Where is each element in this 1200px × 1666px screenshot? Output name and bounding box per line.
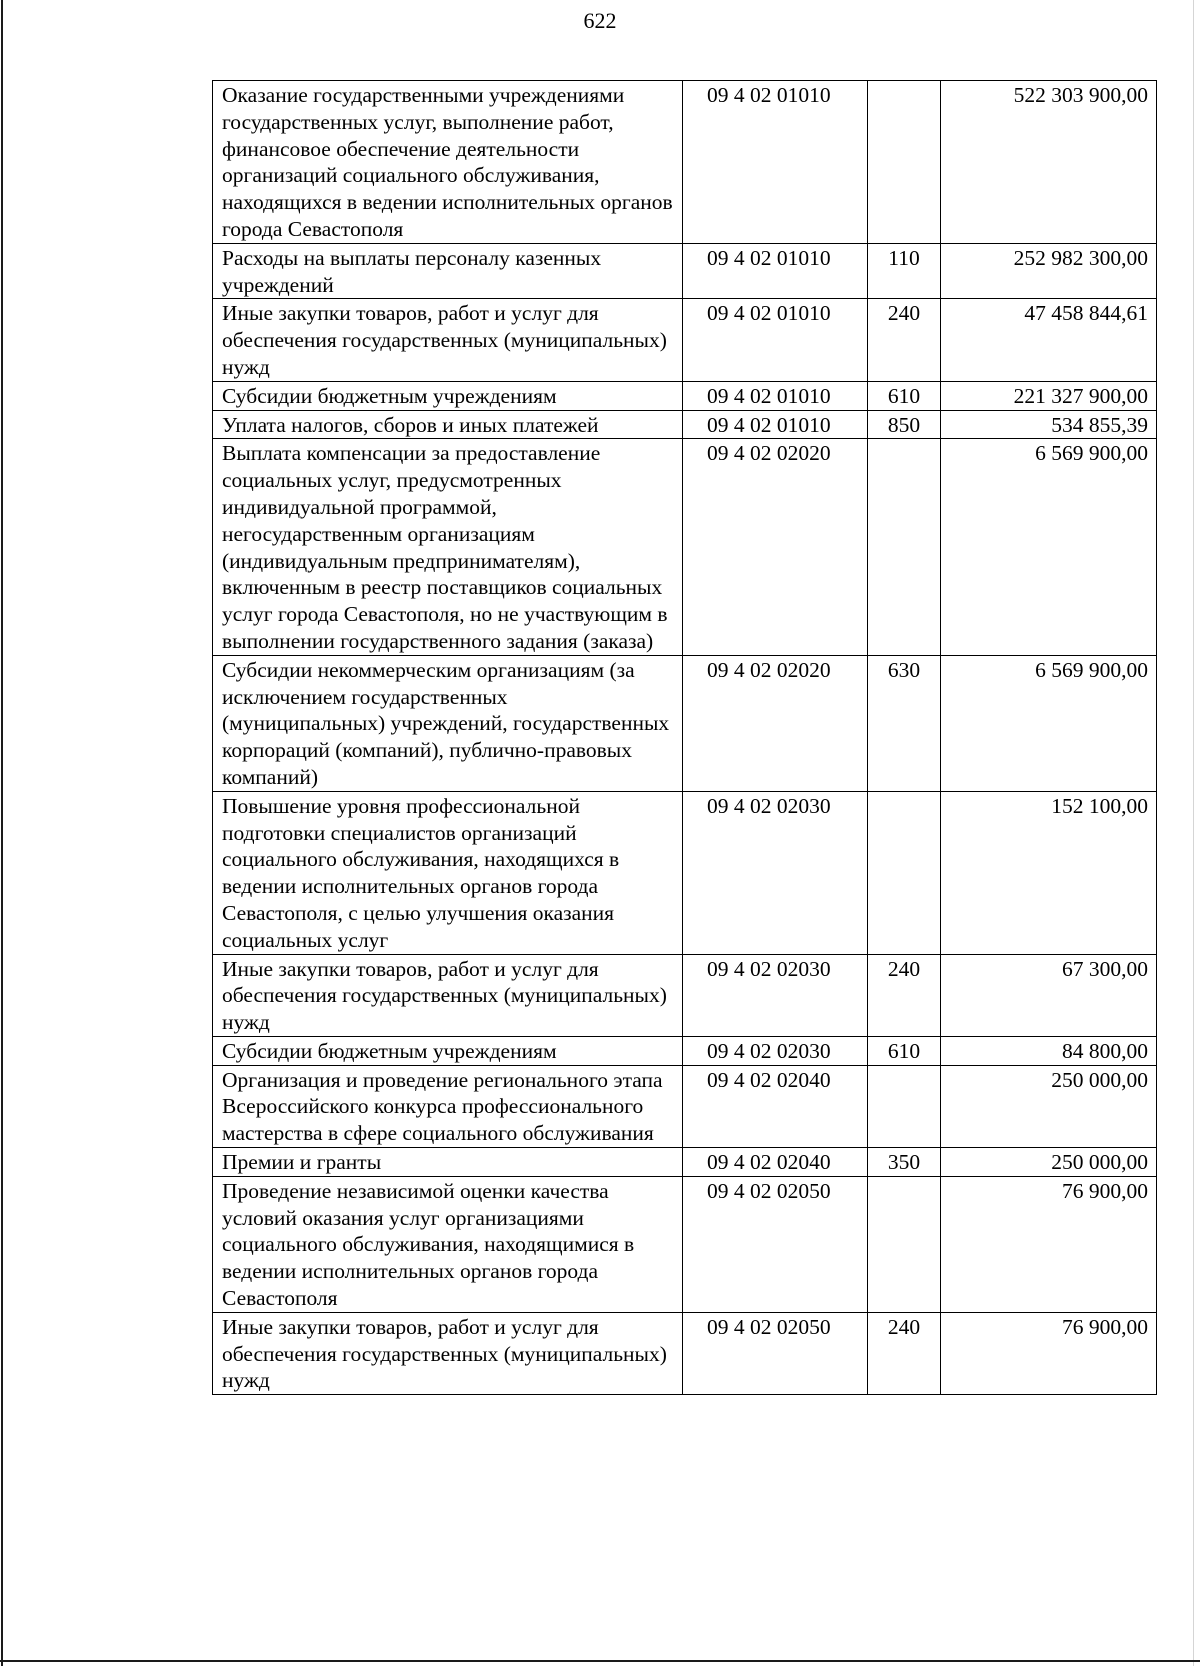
budget-table-body [213,81,1157,1395]
row-code: 09 4 02 01010 [683,81,868,244]
table-row [213,81,1157,244]
page-number: 622 [583,8,617,33]
row-code: 09 4 02 02020 [683,655,868,791]
row-name: Проведение независимой оценки качества условий оказания услуг организациями социального обслуживания, находящимися в ведении исполнительных органов города Севастополя [213,1176,683,1312]
row-amount: 76 900,00 [941,1176,1157,1312]
row-expense-type: 240 [868,954,941,1036]
row-name: Субсидии бюджетным учреждениям [213,1036,683,1065]
row-name: Повышение уровня профессиональной подготовки специалистов организаций социального обслуживания, находящихся в ведении исполнительных органов города Севастополя, с целью улучшения оказания социальных услуг [213,791,683,954]
row-expense-type: 240 [868,299,941,381]
table-row [213,1065,1157,1147]
table-row [213,381,1157,410]
row-amount: 6 569 900,00 [941,655,1157,791]
row-code: 09 4 02 01010 [683,410,868,439]
table-row [213,299,1157,381]
budget-table [212,80,1157,1395]
row-code: 09 4 02 02050 [683,1176,868,1312]
row-code: 09 4 02 02030 [683,791,868,954]
row-amount: 252 982 300,00 [941,243,1157,299]
row-name: Оказание государственными учреждениями государственных услуг, выполнение работ, финансовое обеспечение деятельности организаций социального обслуживания, находящихся в ведении исполнительных органов города Севастополя [213,81,683,244]
row-name: Уплата налогов, сборов и иных платежей [213,410,683,439]
row-code: 09 4 02 02030 [683,954,868,1036]
row-expense-type: 350 [868,1148,941,1177]
row-amount: 250 000,00 [941,1148,1157,1177]
row-code: 09 4 02 02040 [683,1065,868,1147]
row-expense-type: 240 [868,1312,941,1394]
row-expense-type: 610 [868,381,941,410]
table-row [213,655,1157,791]
table-row [213,243,1157,299]
row-name: Организация и проведение регионального этапа Всероссийского конкурса профессионального мастерства в сфере социального обслуживания [213,1065,683,1147]
row-name: Иные закупки товаров, работ и услуг для обеспечения государственных (муниципальных) нужд [213,1312,683,1394]
row-code: 09 4 02 01010 [683,381,868,410]
row-name: Премии и гранты [213,1148,683,1177]
row-name: Субсидии бюджетным учреждениям [213,381,683,410]
table-row [213,1148,1157,1177]
row-code: 09 4 02 02020 [683,439,868,655]
table-row [213,1036,1157,1065]
row-amount: 534 855,39 [941,410,1157,439]
row-code: 09 4 02 02030 [683,1036,868,1065]
row-amount: 6 569 900,00 [941,439,1157,655]
row-amount: 221 327 900,00 [941,381,1157,410]
scan-right-edge [1193,0,1194,1666]
row-amount: 152 100,00 [941,791,1157,954]
row-code: 09 4 02 02040 [683,1148,868,1177]
row-code: 09 4 02 01010 [683,299,868,381]
row-amount: 522 303 900,00 [941,81,1157,244]
table-row [213,439,1157,655]
row-name: Иные закупки товаров, работ и услуг для обеспечения государственных (муниципальных) нужд [213,299,683,381]
table-row [213,954,1157,1036]
row-code: 09 4 02 02050 [683,1312,868,1394]
row-expense-type: 850 [868,410,941,439]
scan-left-edge [1,0,3,1666]
row-name: Иные закупки товаров, работ и услуг для обеспечения государственных (муниципальных) нужд [213,954,683,1036]
row-amount: 67 300,00 [941,954,1157,1036]
row-name: Выплата компенсации за предоставление социальных услуг, предусмотренных индивидуальной программой, негосударственным организациям (индивидуальным предпринимателям), включенным в реестр поставщиков социальных услуг города Севастополя, но не участвующим в выполнении государственного задания (заказа) [213,439,683,655]
row-expense-type: 630 [868,655,941,791]
row-expense-type: 610 [868,1036,941,1065]
row-expense-type: 110 [868,243,941,299]
row-amount: 250 000,00 [941,1065,1157,1147]
scan-bottom-edge [0,1660,1200,1662]
row-expense-type [868,1065,941,1147]
row-amount: 76 900,00 [941,1312,1157,1394]
table-row [213,791,1157,954]
row-name: Расходы на выплаты персоналу казенных учреждений [213,243,683,299]
row-name: Субсидии некоммерческим организациям (за исключением государственных (муниципальных) учреждений, государственных корпораций (компаний), публично-правовых компаний) [213,655,683,791]
row-amount: 84 800,00 [941,1036,1157,1065]
row-expense-type [868,439,941,655]
row-expense-type [868,81,941,244]
row-amount: 47 458 844,61 [941,299,1157,381]
row-expense-type [868,1176,941,1312]
row-expense-type [868,791,941,954]
row-code: 09 4 02 01010 [683,243,868,299]
table-row [213,1176,1157,1312]
table-row [213,410,1157,439]
table-row [213,1312,1157,1394]
